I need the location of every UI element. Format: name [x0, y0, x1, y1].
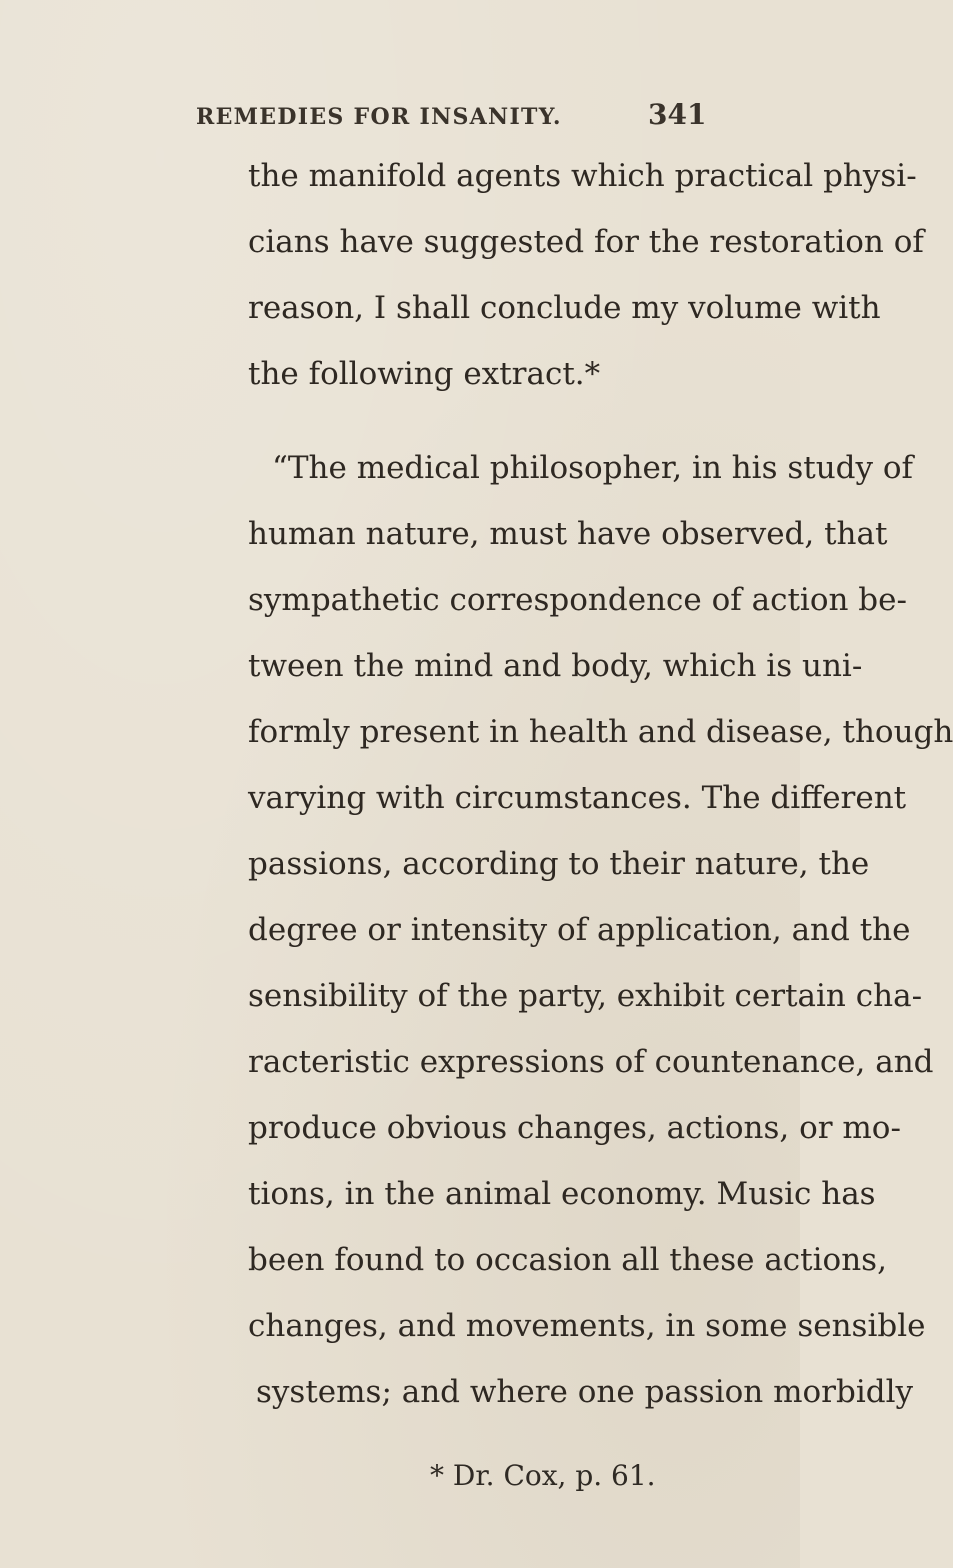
text-line: “The medical philosopher, in his study of: [272, 450, 914, 486]
footnote: * Dr. Cox, p. 61.: [430, 1459, 656, 1492]
text-line: formly present in health and disease, though: [248, 714, 953, 750]
text-line: sensibility of the party, exhibit certain cha-: [248, 978, 923, 1014]
text-line: sympathetic correspondence of action be-: [248, 582, 907, 618]
text-line: systems; and where one passion morbidly: [256, 1374, 914, 1410]
text-line: human nature, must have observed, that: [248, 516, 888, 552]
text-line: changes, and movements, in some sensible: [248, 1308, 926, 1344]
text-line: tween the mind and body, which is uni-: [248, 648, 863, 684]
text-line: degree or intensity of application, and the: [248, 912, 911, 948]
text-line: reason, I shall conclude my volume with: [248, 290, 881, 326]
text-line: the manifold agents which practical physi-: [248, 158, 917, 194]
text-line: varying with circumstances. The different: [248, 780, 907, 816]
text-line: produce obvious changes, actions, or mo-: [248, 1110, 901, 1146]
text-line: cians have suggested for the restoration of: [248, 224, 924, 260]
page-header: [0, 96, 800, 136]
page-number: 341: [648, 98, 707, 131]
text-line: tions, in the animal economy. Music has: [248, 1176, 876, 1212]
text-line: passions, according to their nature, the: [248, 846, 870, 882]
text-line: racteristic expressions of countenance, and: [248, 1044, 934, 1080]
text-line: been found to occasion all these actions,: [248, 1242, 887, 1278]
text-line: the following extract.*: [248, 356, 601, 392]
running-head: REMEDIES FOR INSANITY.: [196, 104, 562, 130]
